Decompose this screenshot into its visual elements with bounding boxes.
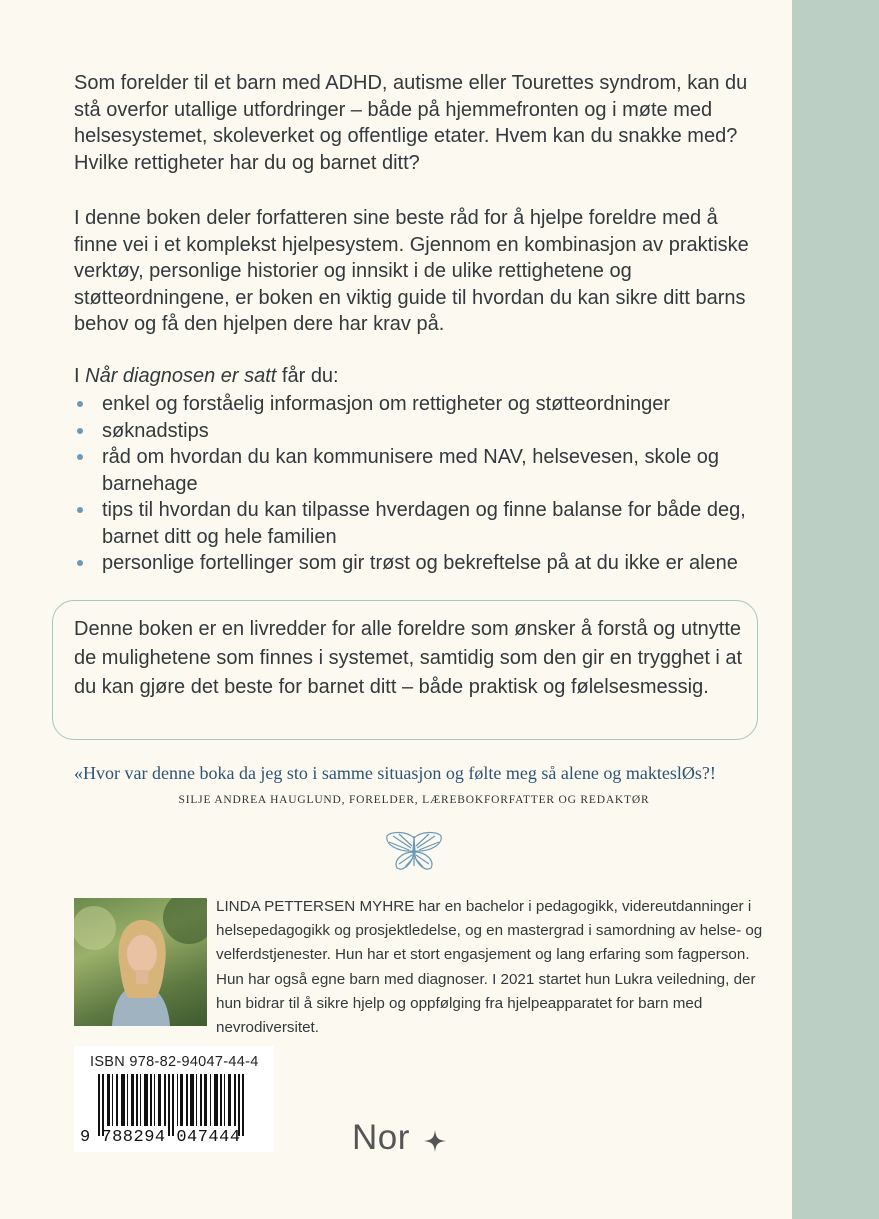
bullet-intro — [74, 363, 754, 390]
list-item — [74, 418, 764, 445]
list-item-text: søknadstips — [102, 419, 209, 442]
list-item-text: personlige fortellinger som gir trøst og bekreftelse på at du ikke er alene — [102, 552, 738, 574]
list-item — [74, 391, 764, 418]
bullet-dot-icon — [77, 454, 83, 460]
list-item-text: enkel og forståelig informasjon om rettigheter og støtteordninger — [102, 393, 671, 415]
star-icon — [424, 1130, 446, 1152]
list-item-text: tips til hvordan du kan tilpasse hverdagen og finne balanse for både deg, barnet ditt og hele familien — [102, 499, 746, 548]
barcode-digits: 9 788294 047444 — [80, 1128, 241, 1147]
book-title-inline: Når diagnosen er satt — [85, 365, 277, 387]
list-item — [74, 550, 764, 577]
author-photo — [74, 898, 207, 1026]
description-paragraph-2: I denne boken deler forfatteren sine beste råd for å hjelpe foreldre med å finne vei i et komplekst hjelpesystem. Gjennom en kombinasjon av praktiske verktøy, personlige historier og innsikt i de ulike rettighetene og støtteordningene, er boken en viktig guide til hvordan du kan sikre ditt barns behov og få den hjelpen dere har krav på. — [74, 207, 749, 335]
callout-box — [52, 600, 758, 740]
list-item — [74, 444, 764, 497]
benefits-list — [74, 391, 764, 577]
callout-text: Denne boken er en livredder for alle foreldre som ønsker å forstå og utnytte de mulighetene som finnes i systemet, samtidig som den gir en trygghet i at du kan gjøre det beste for barnet ditt – både praktisk og følelsesmessig. — [74, 618, 743, 698]
intro-prefix: I — [74, 365, 86, 387]
isbn-label: ISBN 978-82-94047-44-4 — [90, 1054, 259, 1070]
description-paragraph-1: Som forelder til et barn med ADHD, autisme eller Tourettes syndrom, kan du stå overfor utallige utfordringer – både på hjemmefronten og i møte med helsesystemet, skoleverket og offentlige etater. Hvem kan du snakke med? Hvilke rettigheter har du og barnet ditt? — [74, 72, 748, 174]
barcode-bars-icon — [88, 1074, 260, 1136]
barcode — [74, 1046, 274, 1152]
intro-suffix: får du: — [276, 365, 339, 387]
bullet-dot-icon — [77, 560, 83, 566]
bullet-dot-icon — [77, 507, 83, 513]
list-item — [74, 497, 764, 550]
bullet-dot-icon — [77, 428, 83, 434]
author-portrait-icon — [74, 898, 207, 1026]
list-item-text: råd om hvordan du kan kommunisere med NAV, helsevesen, skole og barnehage — [102, 446, 720, 495]
publisher-logo: Nor — [352, 1118, 410, 1157]
author-bio: LINDA PETTERSEN MYHRE har en bachelor i pedagogikk, videreutdanninger i helsepedagogikk og prosjektledelse, og en mastergrad i samordning av helse- og velferdstjenester. Hun har et stort engasjement og lang erfaring som fagperson. Hun har også egne barn med diagnoser. I 2021 startet hun Lukra veiledning, der hun bidrar til å sikre hjelp og oppfølging fra hjelpeapparatet for barn med nevrodiversitet. — [216, 898, 763, 1037]
bullet-dot-icon — [77, 401, 83, 407]
quote-source: SILJE ANDREA HAUGLUND, FORELDER, LÆREBOKFORFATTER OG REDAKTØR — [178, 794, 650, 806]
review-quote: «Hvor var denne boka da jeg sto i samme situasjon og følte meg så alene og makteslØs?! — [74, 763, 716, 783]
spine-strip — [792, 0, 879, 1219]
butterfly-icon — [385, 830, 443, 872]
